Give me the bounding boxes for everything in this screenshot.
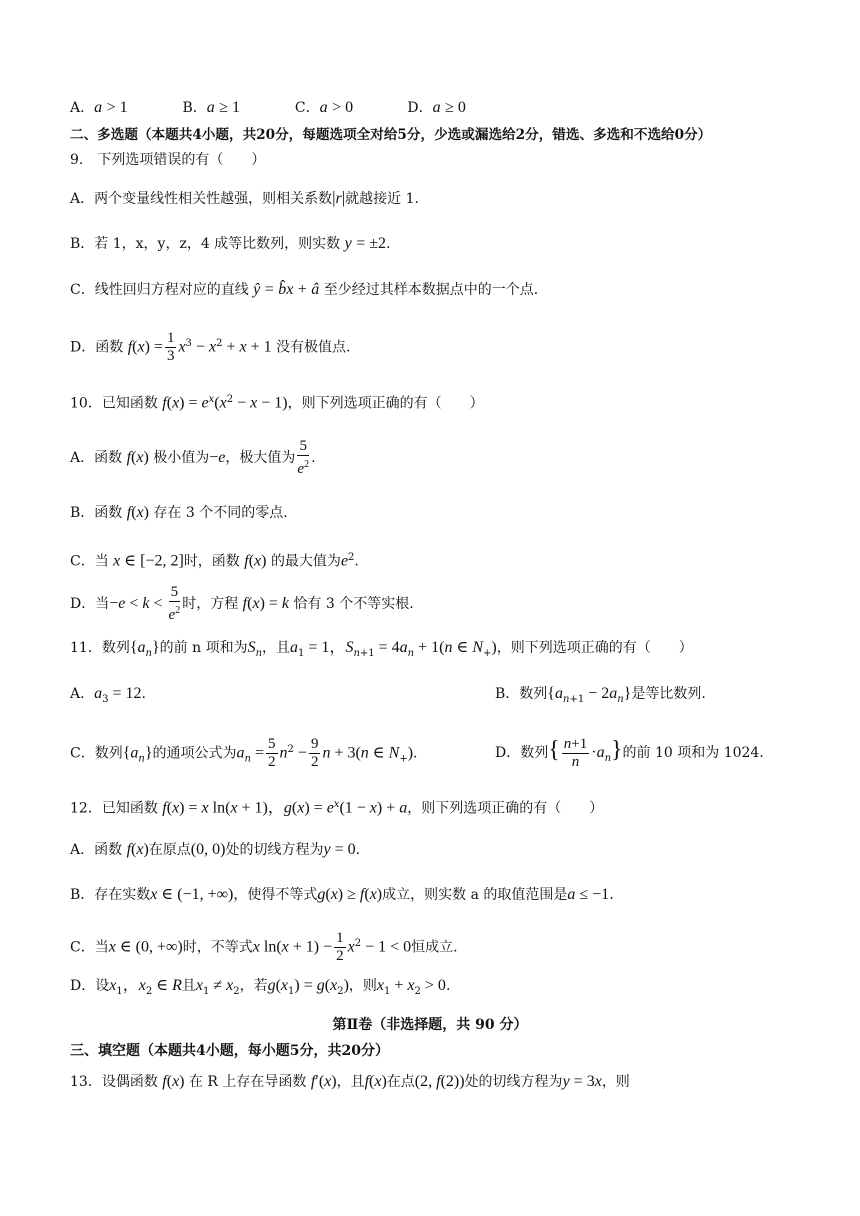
q10-option-d: D．当−e < k < $\frac{5}{e^2}$ 时，方程 f(x) = k 恰有 3 个不等实根. (70, 584, 414, 623)
q10-option-b: B．函数 f(x) 存在 3 个不同的零点. (70, 504, 288, 521)
option-d-label: D． (407, 100, 433, 116)
option-b-label: B． (182, 100, 207, 116)
q11-option-a: A．$a_3 = 12$. (70, 685, 146, 705)
q13-stem: 13．设偶函数 f(x) 在 R 上存在导函数 f′(x)，且f(x)在点(2, f(2))处的切线方程为y = 3x，则 (70, 1073, 630, 1090)
q10-option-c: C．当 x ∈ [−2, 2]时，函数 f(x) 的最大值为$e^2$. (70, 552, 359, 570)
section3-heading: 三、填空题（本题共4小题，每小题5分，共20分） (70, 1043, 389, 1059)
q12-option-a: A．函数 f(x)在原点(0, 0)处的切线方程为y = 0. (70, 841, 361, 858)
q9-option-d: D．函数 f(x) = $\frac{1}{3}$ $x^3 - x^2 + x + 1$ 没有极值点. (70, 330, 351, 365)
q8-options: A．a > 1 B．a ≥ 1 C．a > 0 D．a ≥ 0 (70, 99, 466, 116)
q10-stem: 10．已知函数 $f(x) = e^x(x^2 - x - 1)$，则下列选项正确的有（ ） (70, 394, 484, 412)
part2-heading: 第Ⅱ卷（非选择题，共 90 分） (332, 1017, 528, 1033)
q12-option-c: C．当x ∈ (0, +∞)时，不等式x ln(x + 1) − $\frac{1}{2}$ $x^2 - 1 < 0$恒成立. (70, 930, 458, 965)
q11-option-d: D．数列{ $\frac{n+1}{n}$ $\cdot a_n$}的前 10 项和为 1024. (495, 735, 764, 770)
q10-option-a: A．函数 f(x) 极小值为−e，极大值为 $\frac{5}{e^2}$ . (70, 438, 316, 477)
q11-stem: 11．数列$\{a_n\}$的前 n 项和为$S_n$，且$a_1 = 1$，$S_{n+1} = 4a_n + 1(n$ ∈ $N_+$)，则下列选项正确的有（ ） (70, 639, 693, 659)
q11-option-b: B．数列$\{a_{n+1} - 2a_n\}$是等比数列. (495, 685, 706, 705)
q9-option-b: B．若 1，x，y，z，4 成等比数列，则实数 y = ±2. (70, 235, 391, 252)
option-a-label: A． (70, 100, 95, 116)
q9-option-a: A．两个变量线性相关性越强，则相关系数|r|就越接近 1. (70, 188, 419, 207)
section2-heading: 二、多选题（本题共4小题，共20分，每题选项全对给5分，少选或漏选给2分，错选、多选和不选给0分） (70, 127, 712, 143)
q9-option-c: C．线性回归方程对应的直线 ŷ = b̂x + â 至少经过其样本数据点中的一个点. (70, 281, 539, 298)
q11-option-c: C．数列$\{a_n\}$的通项公式为$a_n$ = $\frac{5}{2}$ $n^2$ − $\frac{9}{2}$ n + 3(n ∈ $N_+$). (70, 736, 418, 771)
option-c-label: C． (294, 100, 320, 116)
q12-stem: 12．已知函数 f(x) = x ln(x + 1)，$g(x) = e^x(1 - x) + a$，则下列选项正确的有（ ） (70, 799, 604, 817)
q9-stem: 9. 下列选项错误的有（ ） (70, 152, 266, 168)
q12-option-d: D．设$x_1$，$x_2$ ∈ R且$x_1 \ne x_2$，若$g(x_1) = g(x_2)$，则$x_1 + x_2 > 0$. (70, 977, 451, 997)
q12-option-b: B．存在实数x ∈ (−1, +∞)，使得不等式g(x) ≥ f(x)成立，则实数 a 的取值范围是a ≤ −1. (70, 886, 614, 903)
